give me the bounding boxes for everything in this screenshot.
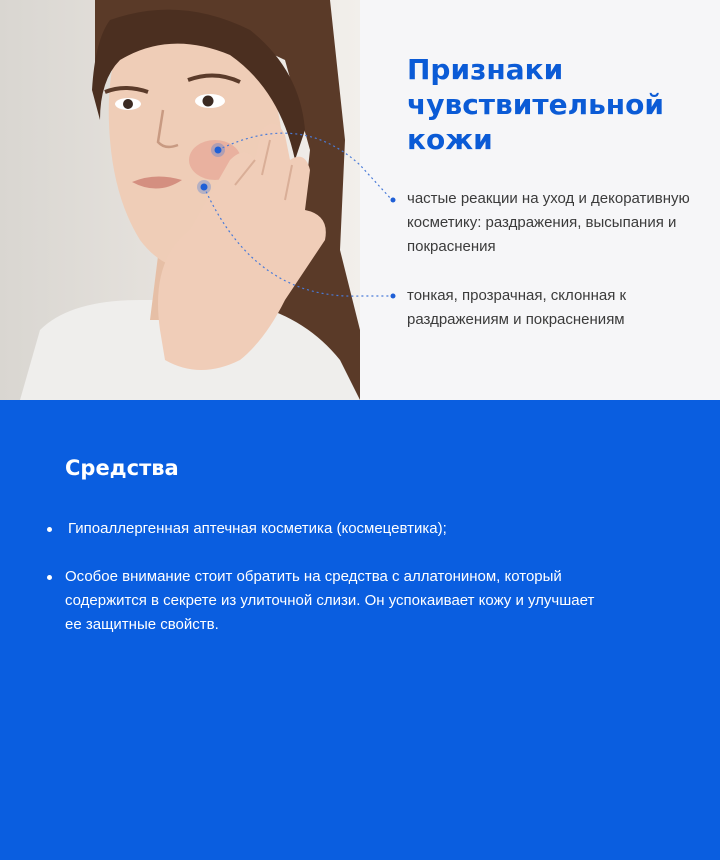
remedy-text: Гипоаллергенная аптечная косметика (космецевтика);	[68, 520, 447, 537]
woman-illustration	[0, 0, 360, 400]
bullet-dot-icon	[391, 294, 396, 299]
page-title: Признаки чувствительной кожи	[407, 53, 664, 156]
remedies-section	[0, 400, 720, 860]
woman-photo	[0, 0, 360, 400]
bullet-dot-icon	[47, 527, 52, 532]
sign-item: частые реакции на уход и декоративную косметику: раздражения, высыпания и покраснения	[407, 190, 690, 255]
bullet-dot-icon	[391, 198, 396, 203]
signs-section	[0, 0, 720, 400]
bullet-dot-icon	[47, 575, 52, 580]
sign-item: тонкая, прозрачная, склонная к раздражениям и покраснениям	[407, 287, 627, 328]
remedy-text: Особое внимание стоит обратить на средства с аллатонином, который содержится в секрете из улиточной слизи. Он успокаивает кожу и улучшает ее защитные свойств.	[65, 568, 595, 633]
remedies-title: Средства	[65, 456, 179, 480]
